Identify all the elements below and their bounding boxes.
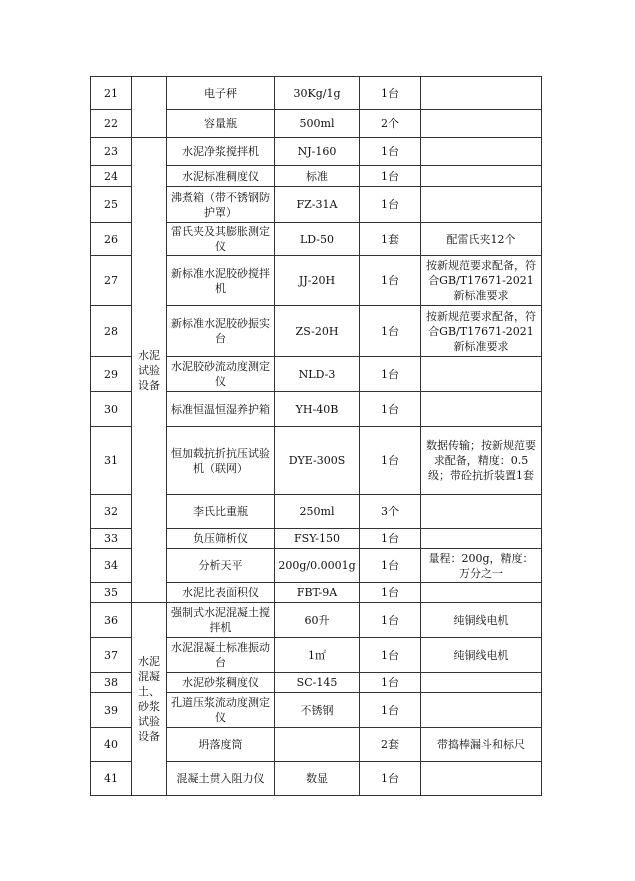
equipment-model: NLD-3 xyxy=(275,357,360,392)
row-number: 27 xyxy=(91,256,132,306)
equipment-quantity: 1台 xyxy=(360,427,421,495)
equipment-name: 沸煮箱（带不锈钢防护罩） xyxy=(167,187,275,223)
equipment-quantity: 3个 xyxy=(360,495,421,529)
equipment-model: ZS-20H xyxy=(275,306,360,357)
equipment-note xyxy=(421,357,542,392)
equipment-name: 水泥净浆搅拌机 xyxy=(167,138,275,166)
equipment-note xyxy=(421,77,542,110)
equipment-note: 量程：200g，精度：万分之一 xyxy=(421,549,542,583)
category-cell-empty xyxy=(132,77,167,138)
equipment-name: 混凝土贯入阻力仪 xyxy=(167,762,275,796)
equipment-note xyxy=(421,693,542,728)
equipment-model: 数显 xyxy=(275,762,360,796)
equipment-quantity: 1台 xyxy=(360,549,421,583)
equipment-note xyxy=(421,495,542,529)
row-number: 39 xyxy=(91,693,132,728)
equipment-quantity: 1台 xyxy=(360,638,421,673)
equipment-name: 水泥混凝土标准振动台 xyxy=(167,638,275,673)
equipment-model: DYE-300S xyxy=(275,427,360,495)
equipment-name: 标准恒温恒湿养护箱 xyxy=(167,392,275,427)
equipment-quantity: 2个 xyxy=(360,110,421,138)
equipment-quantity: 1套 xyxy=(360,223,421,256)
equipment-name: 分析天平 xyxy=(167,549,275,583)
equipment-table xyxy=(90,76,542,796)
equipment-name: 容量瓶 xyxy=(167,110,275,138)
table-row xyxy=(91,138,542,166)
row-number: 37 xyxy=(91,638,132,673)
equipment-model: FZ-31A xyxy=(275,187,360,223)
equipment-quantity: 1台 xyxy=(360,673,421,693)
row-number: 21 xyxy=(91,77,132,110)
equipment-quantity: 1台 xyxy=(360,77,421,110)
equipment-model: JJ-20H xyxy=(275,256,360,306)
equipment-name: 水泥比表面积仪 xyxy=(167,583,275,603)
equipment-quantity: 1台 xyxy=(360,392,421,427)
row-number: 23 xyxy=(91,138,132,166)
equipment-quantity: 1台 xyxy=(360,603,421,638)
row-number: 35 xyxy=(91,583,132,603)
equipment-quantity: 1台 xyxy=(360,529,421,549)
equipment-model: LD-50 xyxy=(275,223,360,256)
equipment-quantity: 1台 xyxy=(360,166,421,187)
equipment-note: 纯铜线电机 xyxy=(421,603,542,638)
row-number: 32 xyxy=(91,495,132,529)
row-number: 31 xyxy=(91,427,132,495)
equipment-model: 200g/0.0001g xyxy=(275,549,360,583)
equipment-model: FSY-150 xyxy=(275,529,360,549)
equipment-name: 负压筛析仪 xyxy=(167,529,275,549)
row-number: 30 xyxy=(91,392,132,427)
equipment-model: 标准 xyxy=(275,166,360,187)
equipment-quantity: 1台 xyxy=(360,256,421,306)
equipment-note xyxy=(421,762,542,796)
category-cement: 水泥试验设备 xyxy=(132,138,167,603)
equipment-model: YH-40B xyxy=(275,392,360,427)
row-number: 28 xyxy=(91,306,132,357)
equipment-note xyxy=(421,673,542,693)
equipment-note: 带捣棒漏斗和标尺 xyxy=(421,728,542,762)
category-concrete: 水泥混凝土、砂浆试验设备 xyxy=(132,603,167,796)
equipment-name: 水泥胶砂流动度测定仪 xyxy=(167,357,275,392)
row-number: 24 xyxy=(91,166,132,187)
row-number: 40 xyxy=(91,728,132,762)
row-number: 33 xyxy=(91,529,132,549)
equipment-model: FBT-9A xyxy=(275,583,360,603)
row-number: 36 xyxy=(91,603,132,638)
equipment-quantity: 1台 xyxy=(360,693,421,728)
equipment-quantity: 1台 xyxy=(360,187,421,223)
equipment-model: 60升 xyxy=(275,603,360,638)
equipment-quantity: 2套 xyxy=(360,728,421,762)
equipment-quantity: 1台 xyxy=(360,583,421,603)
equipment-name: 水泥标准稠度仪 xyxy=(167,166,275,187)
row-number: 34 xyxy=(91,549,132,583)
row-number: 26 xyxy=(91,223,132,256)
equipment-note xyxy=(421,138,542,166)
equipment-quantity: 1台 xyxy=(360,762,421,796)
equipment-quantity: 1台 xyxy=(360,138,421,166)
table-row xyxy=(91,77,542,110)
equipment-note xyxy=(421,392,542,427)
equipment-name: 强制式水泥混凝土搅拌机 xyxy=(167,603,275,638)
row-number: 29 xyxy=(91,357,132,392)
equipment-note: 按新规范要求配备，符合GB/T17671-2021新标准要求 xyxy=(421,256,542,306)
equipment-quantity: 1台 xyxy=(360,357,421,392)
row-number: 41 xyxy=(91,762,132,796)
equipment-name: 恒加载抗折抗压试验机（联网） xyxy=(167,427,275,495)
row-number: 25 xyxy=(91,187,132,223)
equipment-quantity: 1台 xyxy=(360,306,421,357)
equipment-model: 不锈钢 xyxy=(275,693,360,728)
equipment-name: 李氏比重瓶 xyxy=(167,495,275,529)
equipment-name: 新标准水泥胶砂搅拌机 xyxy=(167,256,275,306)
equipment-name: 雷氏夹及其膨胀测定仪 xyxy=(167,223,275,256)
equipment-name: 孔道压浆流动度测定仪 xyxy=(167,693,275,728)
equipment-note xyxy=(421,110,542,138)
equipment-name: 坍落度筒 xyxy=(167,728,275,762)
equipment-note xyxy=(421,187,542,223)
equipment-model: 1㎡ xyxy=(275,638,360,673)
equipment-note: 按新规范要求配备，符合GB/T17671-2021新标准要求 xyxy=(421,306,542,357)
equipment-note: 数据传输；按新规范要求配备，精度：0.5级；带砼抗折装置1套 xyxy=(421,427,542,495)
table-row xyxy=(91,603,542,638)
equipment-table-body xyxy=(91,77,542,796)
equipment-model: 500ml xyxy=(275,110,360,138)
equipment-note xyxy=(421,529,542,549)
equipment-model: NJ-160 xyxy=(275,138,360,166)
equipment-model: 30Kg/1g xyxy=(275,77,360,110)
equipment-model: 250ml xyxy=(275,495,360,529)
equipment-note xyxy=(421,166,542,187)
equipment-note: 配雷氏夹12个 xyxy=(421,223,542,256)
row-number: 22 xyxy=(91,110,132,138)
equipment-model xyxy=(275,728,360,762)
equipment-name: 新标准水泥胶砂振实台 xyxy=(167,306,275,357)
equipment-name: 水泥砂浆稠度仪 xyxy=(167,673,275,693)
row-number: 38 xyxy=(91,673,132,693)
equipment-note xyxy=(421,583,542,603)
equipment-model: SC-145 xyxy=(275,673,360,693)
equipment-note: 纯铜线电机 xyxy=(421,638,542,673)
equipment-name: 电子秤 xyxy=(167,77,275,110)
